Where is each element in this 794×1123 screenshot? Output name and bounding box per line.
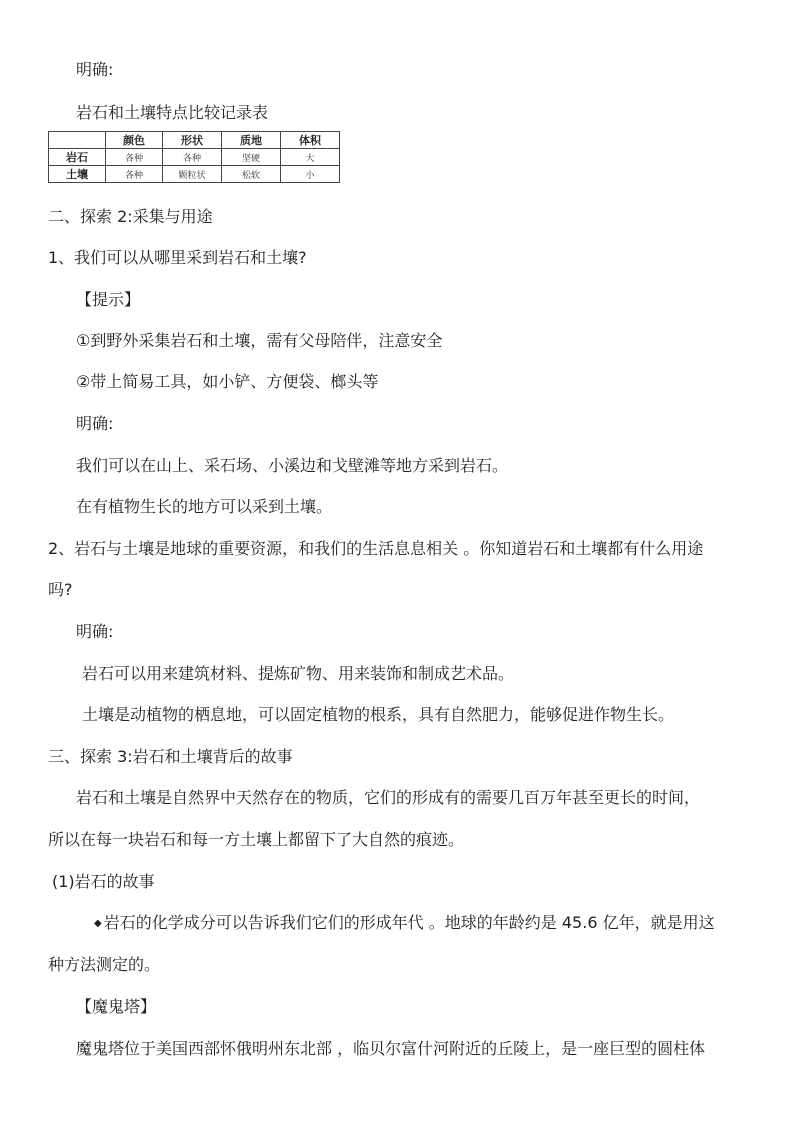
answer-2a: 岩石可以用来建筑材料、提炼矿物、用来装饰和制成艺术品。 <box>82 664 515 683</box>
clarify-label: 明确: <box>76 622 114 641</box>
tip-item-1: ①到野外采集岩石和土壤，需有父母陪伴，注意安全 <box>76 331 443 350</box>
table-header-cell: 体积 <box>281 132 340 149</box>
devils-tower-label: 【魔鬼塔】 <box>76 997 157 1016</box>
table-cell: 各种 <box>106 149 163 166</box>
table-cell: 各种 <box>106 166 163 183</box>
answer-2b: 土壤是动植物的栖息地，可以固定植物的根系，具有自然肥力，能够促进作物生长。 <box>82 705 675 724</box>
table-header-cell <box>49 132 106 149</box>
table-cell: 松软 <box>222 166 281 183</box>
table-header-cell: 颜色 <box>106 132 163 149</box>
table-row <box>49 149 340 166</box>
clarify-label: 明确: <box>76 60 114 79</box>
paragraph-5-line-1: 魔鬼塔位于美国西部怀俄明州东北部 ，临贝尔富什河附近的丘陵上，是一座巨型的圆柱体 <box>76 1039 706 1058</box>
section-heading-2: 二、探索 2:采集与用途 <box>48 207 213 226</box>
clarify-label: 明确: <box>76 414 114 433</box>
comparison-table <box>48 131 340 183</box>
paragraph-3-line-1: 岩石和土壤是自然界中天然存在的物质，它们的形成有的需要几百万年甚至更长的时间， <box>76 788 701 807</box>
table-row <box>49 166 340 183</box>
tip-item-2: ②带上简易工具，如小铲、方便袋、榔头等 <box>76 372 379 391</box>
paragraph-4-line-2: 种方法测定的。 <box>48 955 161 974</box>
table-cell: 岩石 <box>49 149 106 166</box>
paragraph-4-line-1 <box>94 913 715 934</box>
table-cell: 土壤 <box>49 166 106 183</box>
section-heading-3: 三、探索 3:岩石和土壤背后的故事 <box>48 747 293 766</box>
answer-1b: 在有植物生长的地方可以采到土壤。 <box>76 497 333 516</box>
table-header-row <box>49 132 340 149</box>
table-header-cell: 质地 <box>222 132 281 149</box>
subheading-rock-story: (1)岩石的故事 <box>52 872 155 891</box>
table-cell: 各种 <box>163 149 222 166</box>
diamond-bullet-icon: ◆ <box>94 918 102 929</box>
tip-label: 【提示】 <box>76 290 141 309</box>
paragraph-3-line-2: 所以在每一块岩石和每一方土壤上都留下了大自然的痕迹。 <box>48 830 465 849</box>
question-1: 1、我们可以从哪里采到岩石和土壤? <box>48 248 307 267</box>
table-cell: 大 <box>281 149 340 166</box>
paragraph-4-text: 岩石的化学成分可以告诉我们它们的形成年代 。地球的年龄约是 45.6 亿年，就是用这 <box>103 913 715 932</box>
question-2-line-2: 吗? <box>48 580 73 599</box>
table-cell: 坚硬 <box>222 149 281 166</box>
answer-1a: 我们可以在山上、采石场、小溪边和戈壁滩等地方采到岩石。 <box>76 456 509 475</box>
table-title: 岩石和土壤特点比较记录表 <box>76 103 269 122</box>
table-header-cell: 形状 <box>163 132 222 149</box>
table-cell: 小 <box>281 166 340 183</box>
question-2-line-1: 2、岩石与土壤是地球的重要资源，和我们的生活息息相关 。你知道岩石和土壤都有什么用途 <box>48 539 704 558</box>
table-cell: 颗粒状 <box>163 166 222 183</box>
